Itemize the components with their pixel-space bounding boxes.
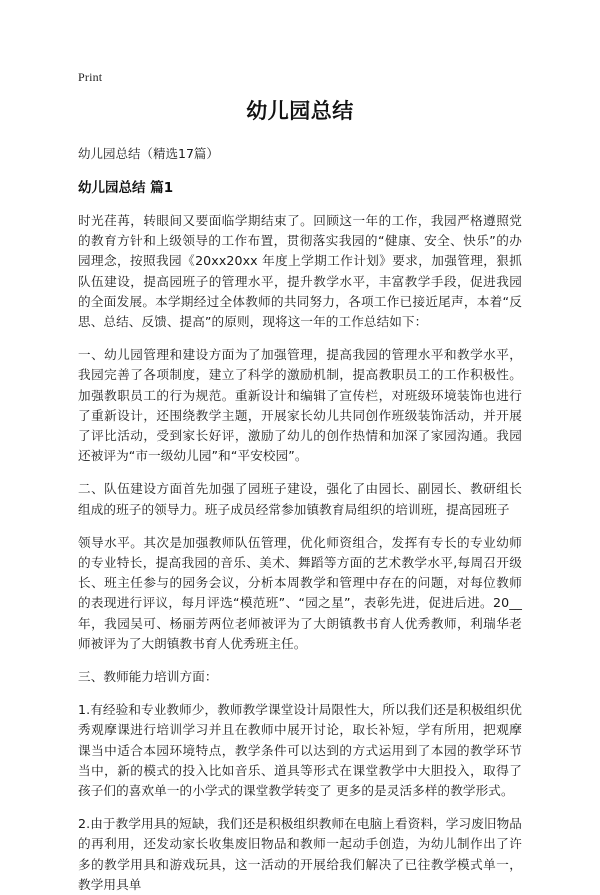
body-paragraph: 2.由于教学用具的短缺，我们还是积极组织教师在电脑上看资料，学习废旧物品的再利用，还发动家长收集废旧物品和教师一起动手创造，为幼儿制作出了许多的教学用具和游戏玩具，这一活动的开展给我们解决了已往教学模式单一，教学用具单 — [78, 816, 522, 892]
body-paragraph: 时光荏苒，转眼间又要面临学期结束了。回顾这一年的工作，我园严格遵照党的教育方针和上级领导的工作布置，贯彻落实我园的“健康、安全、快乐”的办园理念，按照我园《20xx20xx 年度上学期工作计划》要求，加强管理，狠抓队伍建设，提高园班子的管理水平，提升教学水平，丰富教学手段，促进我园的全面发展。本学期经过全体教师的共同努力，各项工作已接近尾声，本着“反思、总结、反馈、提高”的原则，现将这一年的工作总结如下： — [78, 213, 522, 330]
document-content — [78, 96, 522, 895]
body-paragraph: 三、教师能力培训方面： — [78, 669, 218, 685]
body-paragraph: 1.有经验和专业教师少，教师教学课堂设计局限性大，所以我们还是积极组织优秀观摩课进行培训学习并且在教师中展开讨论，取长补短，学有所用，把观摩课当中适合本园环境特点，教学条件可以达到的方式运用到了本园的教学环节当中，新的模式的投入比如音乐、道具等形式在课堂教学中大胆投入，取得了孩子们的喜欢单一的小学式的课堂教学转变了 更多的是灵活多样的教学形式。 — [78, 702, 522, 799]
page-title: 幼儿园总结 — [246, 99, 354, 123]
section-heading: 幼儿园总结 篇1 — [78, 180, 174, 196]
body-paragraph: 二、队伍建设方面首先加强了园班子建设，强化了由园长、副园长、教研组长组成的班子的领导力。班子成员经常参加镇教育局组织的培训班，提高园班子 — [78, 481, 522, 517]
document-subtitle: 幼儿园总结（精选17篇） — [78, 146, 219, 161]
print-link[interactable]: Print — [78, 70, 103, 84]
body-paragraph: 一、幼儿园管理和建设方面为了加强管理，提高我园的管理水平和教学水平，我园完善了各项制度，建立了科学的激励机制，提高教职员工的工作积极性。加强教职员工的行为规范。重新设计和编辑了宣传栏，对班级环境装饰也进行了重新设计，还围绕教学主题，开展家长幼儿共同创作班级装饰活动，并开展了评比活动，受到家长好评，激励了幼儿的创作热情和加深了家园沟通。我园还被评为“市一级幼儿园”和“平安校园”。 — [78, 347, 522, 464]
body-paragraph: 领导水平。其次是加强教师队伍管理，优化师资组合，发挥有专长的专业幼师的专业特长，提高我园的音乐、美术、舞蹈等方面的艺术教学水平,每周召开级长、班主任参与的园务会议，分析本周教学和管理中存在的问题，对每位教师的表现进行评议，每月评选“模范班”、“园之星”，表彰先进，促进后进。20__年，我园吴可、杨丽芳两位老师被评为了大朗镇教书育人优秀教师，利瑞华老师被评为了大朗镇教书育人优秀班主任。 — [78, 534, 522, 651]
